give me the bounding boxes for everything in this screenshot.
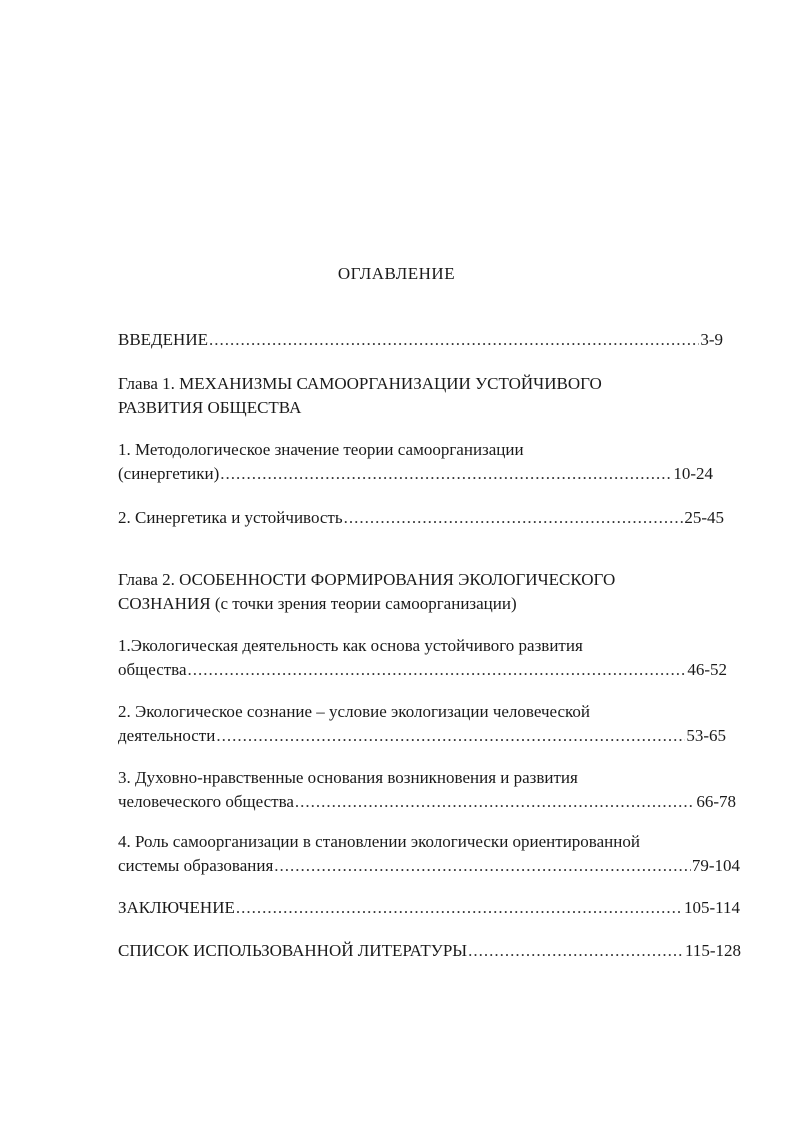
chapter-heading-line: СОЗНАНИЯ (с точки зрения теории самоорганизации) <box>118 594 517 613</box>
leader-dots <box>209 328 699 352</box>
toc-entry-label: ЗАКЛЮЧЕНИЕ <box>118 898 235 917</box>
toc-entry-text: (синергетики) <box>118 464 220 483</box>
toc-entry-conclusion <box>118 896 740 920</box>
toc-entry-1-1 <box>118 438 713 486</box>
toc-page-range: 3-9 <box>700 330 723 349</box>
toc-page-range: 66-78 <box>696 792 736 811</box>
toc-page-range: 105-114 <box>683 898 740 917</box>
leader-dots <box>295 790 695 814</box>
toc-entry-text: 2. Экологическое сознание – условие экологизации человеческой <box>118 702 591 721</box>
toc-entry-1-2 <box>118 506 724 530</box>
toc-entry-2-3 <box>118 766 736 814</box>
leader-dots <box>274 854 691 878</box>
leader-dots <box>344 506 684 530</box>
toc-page-range: 46-52 <box>687 660 727 679</box>
toc-entry-2-1 <box>118 634 727 682</box>
chapter-heading-line: Глава 2. ОСОБЕННОСТИ ФОРМИРОВАНИЯ ЭКОЛОГИЧЕСКОГО <box>118 570 616 589</box>
toc-entry-intro <box>118 328 723 352</box>
toc-entry-text: деятельности <box>118 726 216 745</box>
toc-entry-bibliography <box>118 939 741 963</box>
leader-dots <box>188 658 687 682</box>
toc-entry-text: общества <box>118 660 187 679</box>
leader-dots <box>216 724 685 748</box>
toc-entry-text: 2. Синергетика и устойчивость <box>118 508 343 527</box>
toc-entry-2-4 <box>118 830 740 878</box>
toc-entry-label: СПИСОК ИСПОЛЬЗОВАННОЙ ЛИТЕРАТУРЫ <box>118 941 468 960</box>
chapter-heading-line: Глава 1. МЕХАНИЗМЫ САМООРГАНИЗАЦИИ УСТОЙЧИВОГО <box>118 374 602 393</box>
toc-page-range: 115-128 <box>684 941 741 960</box>
toc-entry-label: ВВЕДЕНИЕ <box>118 330 208 349</box>
toc-entry-text: 4. Роль самоорганизации в становлении экологически ориентированной <box>118 832 640 851</box>
toc-entry-text: 1.Экологическая деятельность как основа устойчивого развития <box>118 636 583 655</box>
leader-dots <box>236 896 683 920</box>
toc-page-range: 10-24 <box>673 464 713 483</box>
toc-page-range: 25-45 <box>684 508 724 527</box>
toc-entry-text: системы образования <box>118 856 274 875</box>
leader-dots <box>220 462 672 486</box>
toc-title: ОГЛАВЛЕНИЕ <box>337 264 456 283</box>
chapter-heading-2 <box>118 568 615 616</box>
toc-entry-text: 3. Духовно-нравственные основания возникновения и развития <box>118 768 578 787</box>
toc-entry-text: 1. Методологическое значение теории самоорганизации <box>118 440 524 459</box>
toc-entry-2-2 <box>118 700 726 748</box>
chapter-heading-1 <box>118 372 602 420</box>
toc-entry-text: человеческого общества <box>118 792 294 811</box>
leader-dots <box>468 939 684 963</box>
chapter-heading-line: РАЗВИТИЯ ОБЩЕСТВА <box>118 398 302 417</box>
toc-page-range: 53-65 <box>686 726 726 745</box>
toc-page-range: 79-104 <box>691 856 740 875</box>
